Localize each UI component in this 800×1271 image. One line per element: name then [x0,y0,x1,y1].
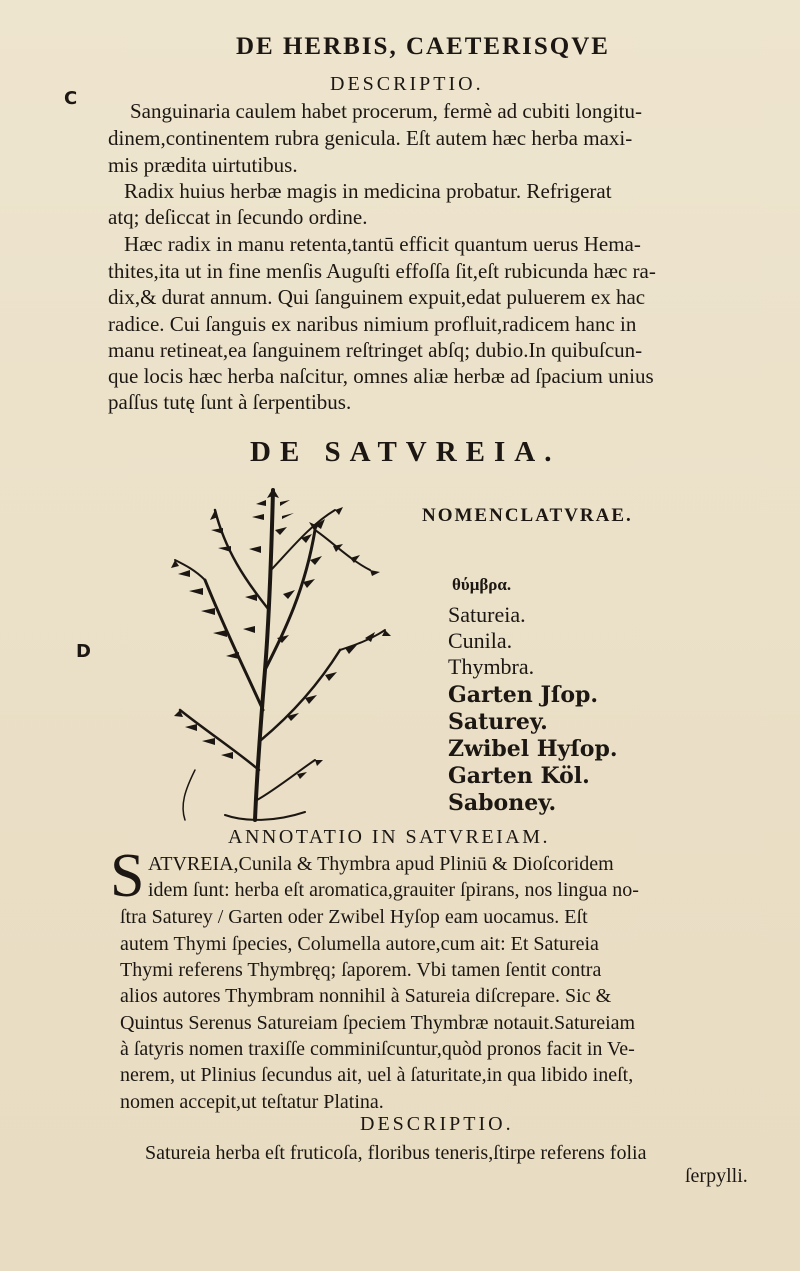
text-line: atq; deſiccat in ſecundo ordine. [108,205,368,229]
satureia-plant-woodcut-icon [165,470,395,830]
text-line: ſerpylli. [685,1165,748,1187]
text-line: Thymi referens Thymbręq; ſaporem. Vbi tamen ſentit contra [120,959,602,981]
text-line: dinem,continentem rubra genicula. Eſt autem hæc herba maxi- [108,126,633,150]
text-line: thites,ita ut in fine menſis Auguſti effoſſa ſit,eſt rubicunda hæc ra- [108,259,656,283]
name-german: Saboney. [448,790,557,816]
running-head: DE HERBIS, CAETERISQVE [236,33,610,60]
text-line: alios autores Thymbram nonnihil à Satureia diſcrepare. Sic & [120,985,612,1007]
text-line: dix,& durat annum. Qui ſanguinem expuit,edat puluerem ex hac [108,285,646,309]
name-german: Garten Jſop. [448,682,599,708]
text-line: que locis hæc herba naſcitur, omnes aliæ herbæ ad ſpacium unius [108,364,654,388]
text-line: manu retineat,ea ſanguinem reſtringet abſq; dubio.In quibuſcun- [108,338,643,362]
name-german: Saturey. [448,709,548,735]
text-line: mis prædita uirtutibus. [108,153,298,177]
chapter-title: DE SATVREIA. [250,436,561,468]
text-line: radice. Cui ſanguis ex naribus nimium profluit,radicem hanc in [108,312,637,336]
section-heading-descriptio: DESCRIPTIO. [330,73,484,95]
name-german: Garten Köl. [448,763,590,789]
name-german: Zwibel Hyſop. [448,736,618,762]
text-line: paſſus tutę ſunt à ſerpentibus. [108,390,352,414]
nomenclature-heading: NOMENCLATVRAE. [422,505,633,526]
text-line: nomen accepit,ut teſtatur Platina. [120,1091,384,1113]
margin-mark-d: D [76,641,91,662]
margin-mark-c: C [64,88,78,109]
name-latin: Cunila. [448,628,513,653]
text-line: Sanguinaria caulem habet procerum, fermè ad cubiti longitu- [130,99,642,123]
annotation-heading: ANNOTATIO IN SATVREIAM. [228,826,550,848]
text-line: ſtra Saturey / Garten oder Zwibel Hyſop eam uocamus. Eſt [120,906,588,928]
text-line: Radix huius herbæ magis in medicina probatur. Refrigerat [124,179,612,203]
name-greek: θύμβρα. [452,575,512,594]
text-line: à ſatyris nomen traxiſſe comminiſcuntur,quòd pronos facit in Ve- [120,1038,635,1060]
name-latin: Thymbra. [448,654,535,679]
text-line: Hæc radix in manu retenta,tantū efficit quantum uerus Hema- [124,232,641,256]
text-line: ATVREIA,Cunila & Thymbra apud Pliniū & Dioſcoridem [148,853,614,875]
text-line: nerem, ut Plinius ſecundus ait, uel à ſaturitate,in qua libido ineſt, [120,1064,634,1086]
name-latin: Satureia. [448,602,526,627]
text-line: Satureia herba eſt fruticoſa, floribus teneris,ſtirpe referens folia [145,1142,647,1164]
drop-cap: S [110,842,145,910]
text-line: idem ſunt: herba eſt aromatica,grauiter ſpirans, nos lingua no- [148,879,639,901]
text-line: Quintus Serenus Satureiam ſpeciem Thymbræ notauit.Satureiam [120,1012,636,1034]
text-line: autem Thymi ſpecies, Columella autore,cum ait: Et Satureia [120,933,599,955]
section-heading-descriptio-2: DESCRIPTIO. [360,1113,514,1135]
